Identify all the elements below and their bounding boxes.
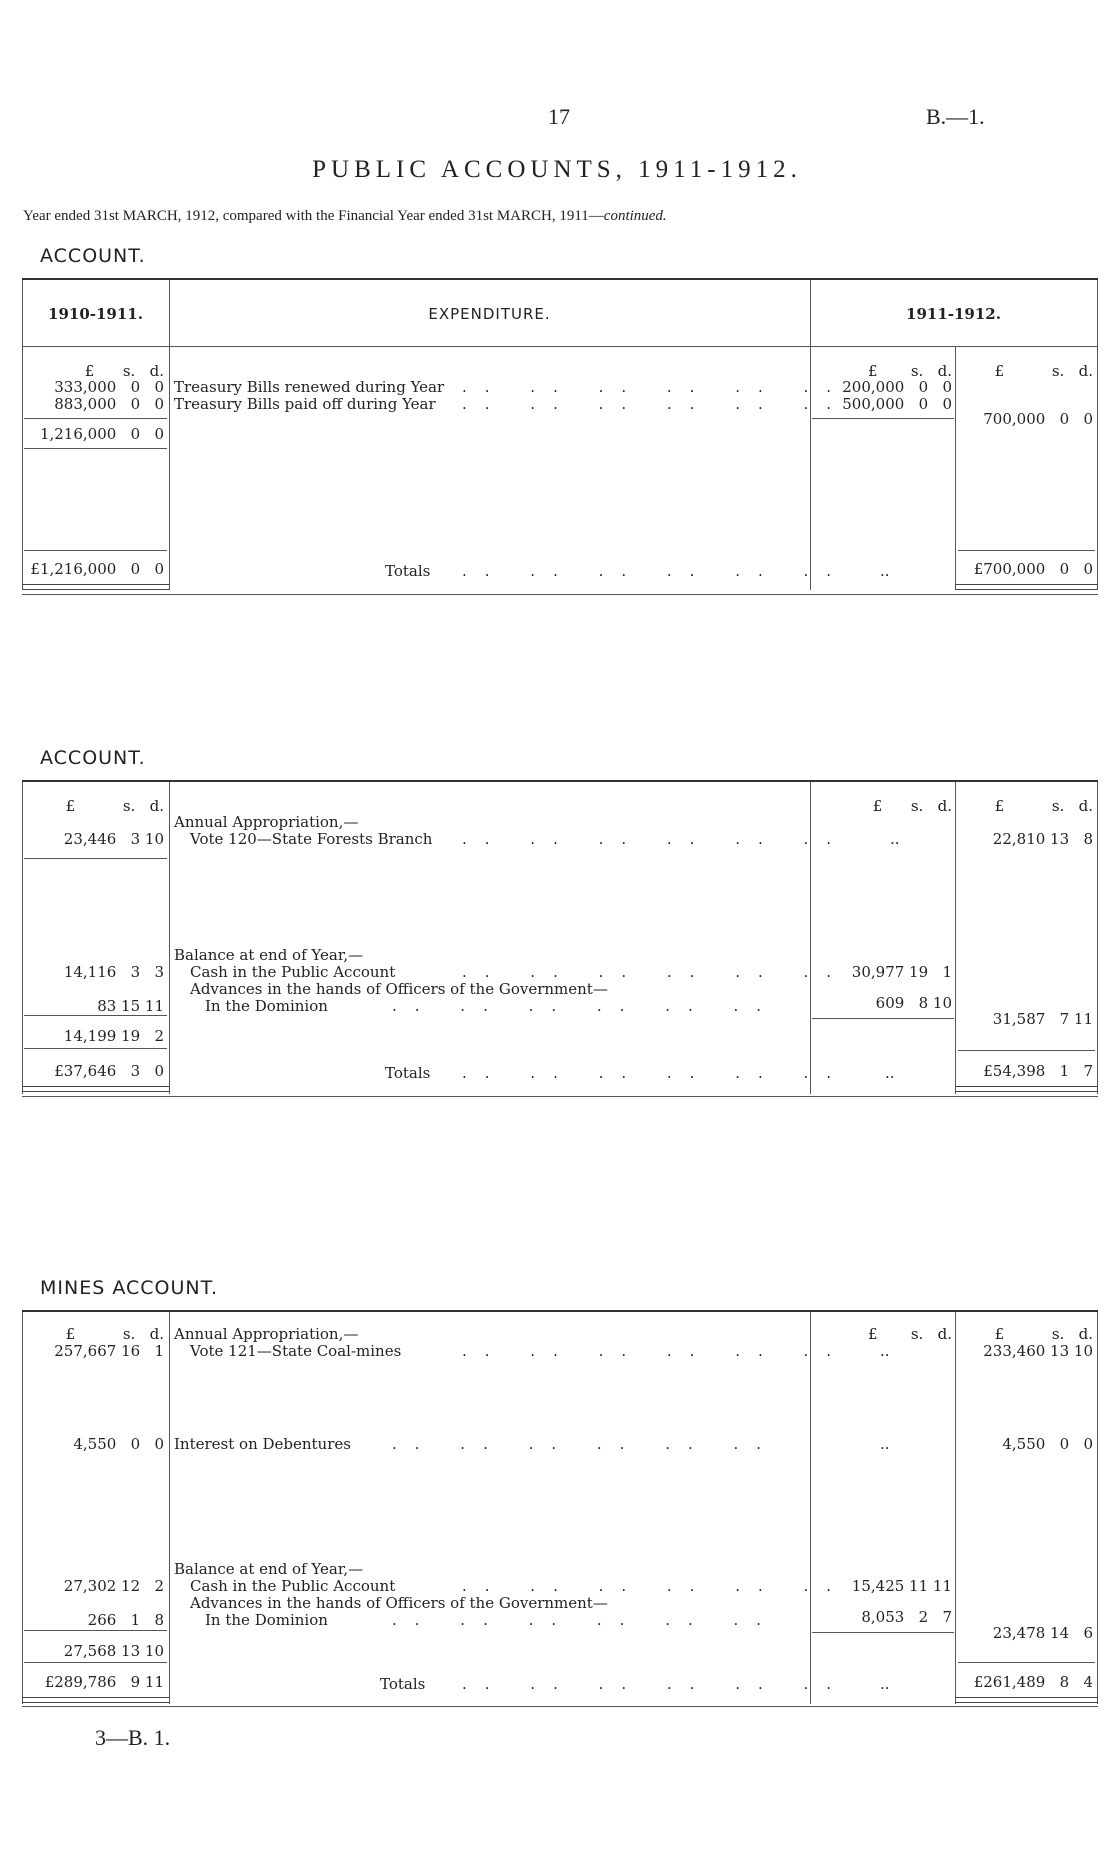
row-prev-value: 883,000 0 0	[54, 395, 164, 413]
vote-prev: 257,667 16 1	[54, 1342, 164, 1360]
dominion-mid: 609 8 10	[875, 994, 952, 1012]
dominion-prev: 83 15 11	[97, 997, 164, 1015]
page-subtitle	[23, 208, 667, 225]
leader-dots: .. .. .. .. .. ..	[462, 1064, 850, 1082]
cash-label: Cash in the Public Account	[190, 1577, 396, 1595]
subtotal-curr: 700,000 0 0	[983, 410, 1093, 428]
interest-prev: 4,550 0 0	[73, 1435, 164, 1453]
unit-label: £ s. d.	[994, 362, 1093, 380]
row-prev-value: 333,000 0 0	[54, 378, 164, 396]
balance-curr: 23,478 14 6	[992, 1624, 1093, 1642]
row-curr-value: 500,000 0 0	[842, 395, 952, 413]
unit-label: £ s. d.	[867, 1325, 952, 1343]
subtitle-continued: continued.	[603, 208, 667, 224]
sheet-signature: 3—B. 1.	[95, 1725, 171, 1750]
totals-label: Totals	[380, 1675, 426, 1693]
row-curr-value: 200,000 0 0	[842, 378, 952, 396]
cash-mid: 30,977 19 1	[851, 963, 952, 981]
leader-dots: .. .. .. .. .. ..	[462, 378, 850, 396]
totals-prev: £37,646 3 0	[54, 1062, 164, 1080]
section2-title: ACCOUNT.	[40, 747, 146, 769]
totals-curr: £261,489 8 4	[973, 1673, 1093, 1691]
vote-label: Vote 120—State Forests Branch	[190, 830, 433, 848]
appropriation-label: Annual Appropriation,—	[174, 813, 359, 831]
dominion-mid: 8,053 2 7	[861, 1608, 952, 1626]
unit-label: £ s. d.	[994, 1325, 1093, 1343]
leader-dots: .. .. .. .. .. ..	[462, 1675, 850, 1693]
leader-dots: .. .. .. .. .. ..	[462, 395, 850, 413]
advances-label: Advances in the hands of Officers of the Government—	[190, 980, 608, 998]
leader-dots: .. .. .. .. .. ..	[462, 1342, 850, 1360]
unit-label: £ s. d.	[84, 362, 164, 380]
subtotal-prev: 1,216,000 0 0	[39, 425, 164, 443]
appropriation-label: Annual Appropriation,—	[174, 1325, 359, 1343]
leader-dots: .. .. .. .. .. ..	[392, 1435, 780, 1453]
totals-mid: ..	[880, 562, 890, 580]
vote-mid: ..	[890, 830, 900, 848]
dominion-label: In the Dominion	[205, 997, 328, 1015]
vote-mid: ..	[880, 1342, 890, 1360]
totals-prev: £1,216,000 0 0	[30, 560, 164, 578]
unit-label: £ s. d.	[867, 362, 952, 380]
advances-label: Advances in the hands of Officers of the Government—	[190, 1594, 608, 1612]
page-title: PUBLIC ACCOUNTS, 1911-1912.	[312, 156, 802, 183]
totals-curr: £54,398 1 7	[983, 1062, 1093, 1080]
vote-curr: 233,460 13 10	[983, 1342, 1093, 1360]
cash-prev: 14,116 3 3	[63, 963, 164, 981]
vote-label: Vote 121—State Coal-mines	[190, 1342, 402, 1360]
leader-dots: .. .. .. .. .. ..	[392, 1611, 780, 1629]
cash-mid: 15,425 11 11	[851, 1577, 952, 1595]
balance-label: Balance at end of Year,—	[174, 946, 364, 964]
interest-mid: ..	[880, 1435, 890, 1453]
dominion-prev: 266 1 8	[87, 1611, 164, 1629]
cash-prev: 27,302 12 2	[63, 1577, 164, 1595]
document-ref: B.—1.	[926, 104, 985, 129]
totals-mid: ..	[885, 1064, 895, 1082]
balance-curr: 31,587 7 11	[992, 1010, 1093, 1028]
unit-label: £ s. d.	[65, 797, 164, 815]
totals-curr: £700,000 0 0	[973, 560, 1093, 578]
interest-label: Interest on Debentures	[174, 1435, 351, 1453]
section1-title: ACCOUNT.	[40, 245, 146, 267]
balance-prev: 27,568 13 10	[63, 1642, 164, 1660]
totals-mid: ..	[880, 1675, 890, 1693]
leader-dots: .. .. .. .. .. ..	[462, 963, 850, 981]
balance-label: Balance at end of Year,—	[174, 1560, 364, 1578]
vote-prev: 23,446 3 10	[63, 830, 164, 848]
totals-prev: £289,786 9 11	[44, 1673, 164, 1691]
balance-prev: 14,199 19 2	[63, 1027, 164, 1045]
dominion-label: In the Dominion	[205, 1611, 328, 1629]
leader-dots: .. .. .. .. .. ..	[462, 830, 850, 848]
col-header-prev: 1910-1911.	[48, 305, 143, 323]
col-header-curr: 1911-1912.	[906, 305, 1001, 323]
interest-curr: 4,550 0 0	[1002, 1435, 1093, 1453]
leader-dots: .. .. .. .. .. ..	[462, 1577, 850, 1595]
unit-label: £ s. d.	[994, 797, 1093, 815]
section3-title: MINES ACCOUNT.	[40, 1277, 218, 1299]
totals-label: Totals	[385, 562, 431, 580]
leader-dots: .. .. .. .. .. ..	[462, 562, 850, 580]
totals-label: Totals	[385, 1064, 431, 1082]
col-header-desc: EXPENDITURE.	[428, 305, 551, 323]
vote-curr: 22,810 13 8	[992, 830, 1093, 848]
row-description: Treasury Bills renewed during Year	[174, 378, 445, 396]
row-description: Treasury Bills paid off during Year	[174, 395, 436, 413]
unit-label: £ s. d.	[65, 1325, 164, 1343]
page-number: 17	[548, 104, 570, 129]
cash-label: Cash in the Public Account	[190, 963, 396, 981]
leader-dots: .. .. .. .. .. ..	[392, 997, 780, 1015]
unit-label: £ s. d.	[872, 797, 952, 815]
subtitle-text: Year ended 31st MARCH, 1912, compared with the Financial Year ended 31st MARCH, 1911—	[23, 208, 604, 224]
